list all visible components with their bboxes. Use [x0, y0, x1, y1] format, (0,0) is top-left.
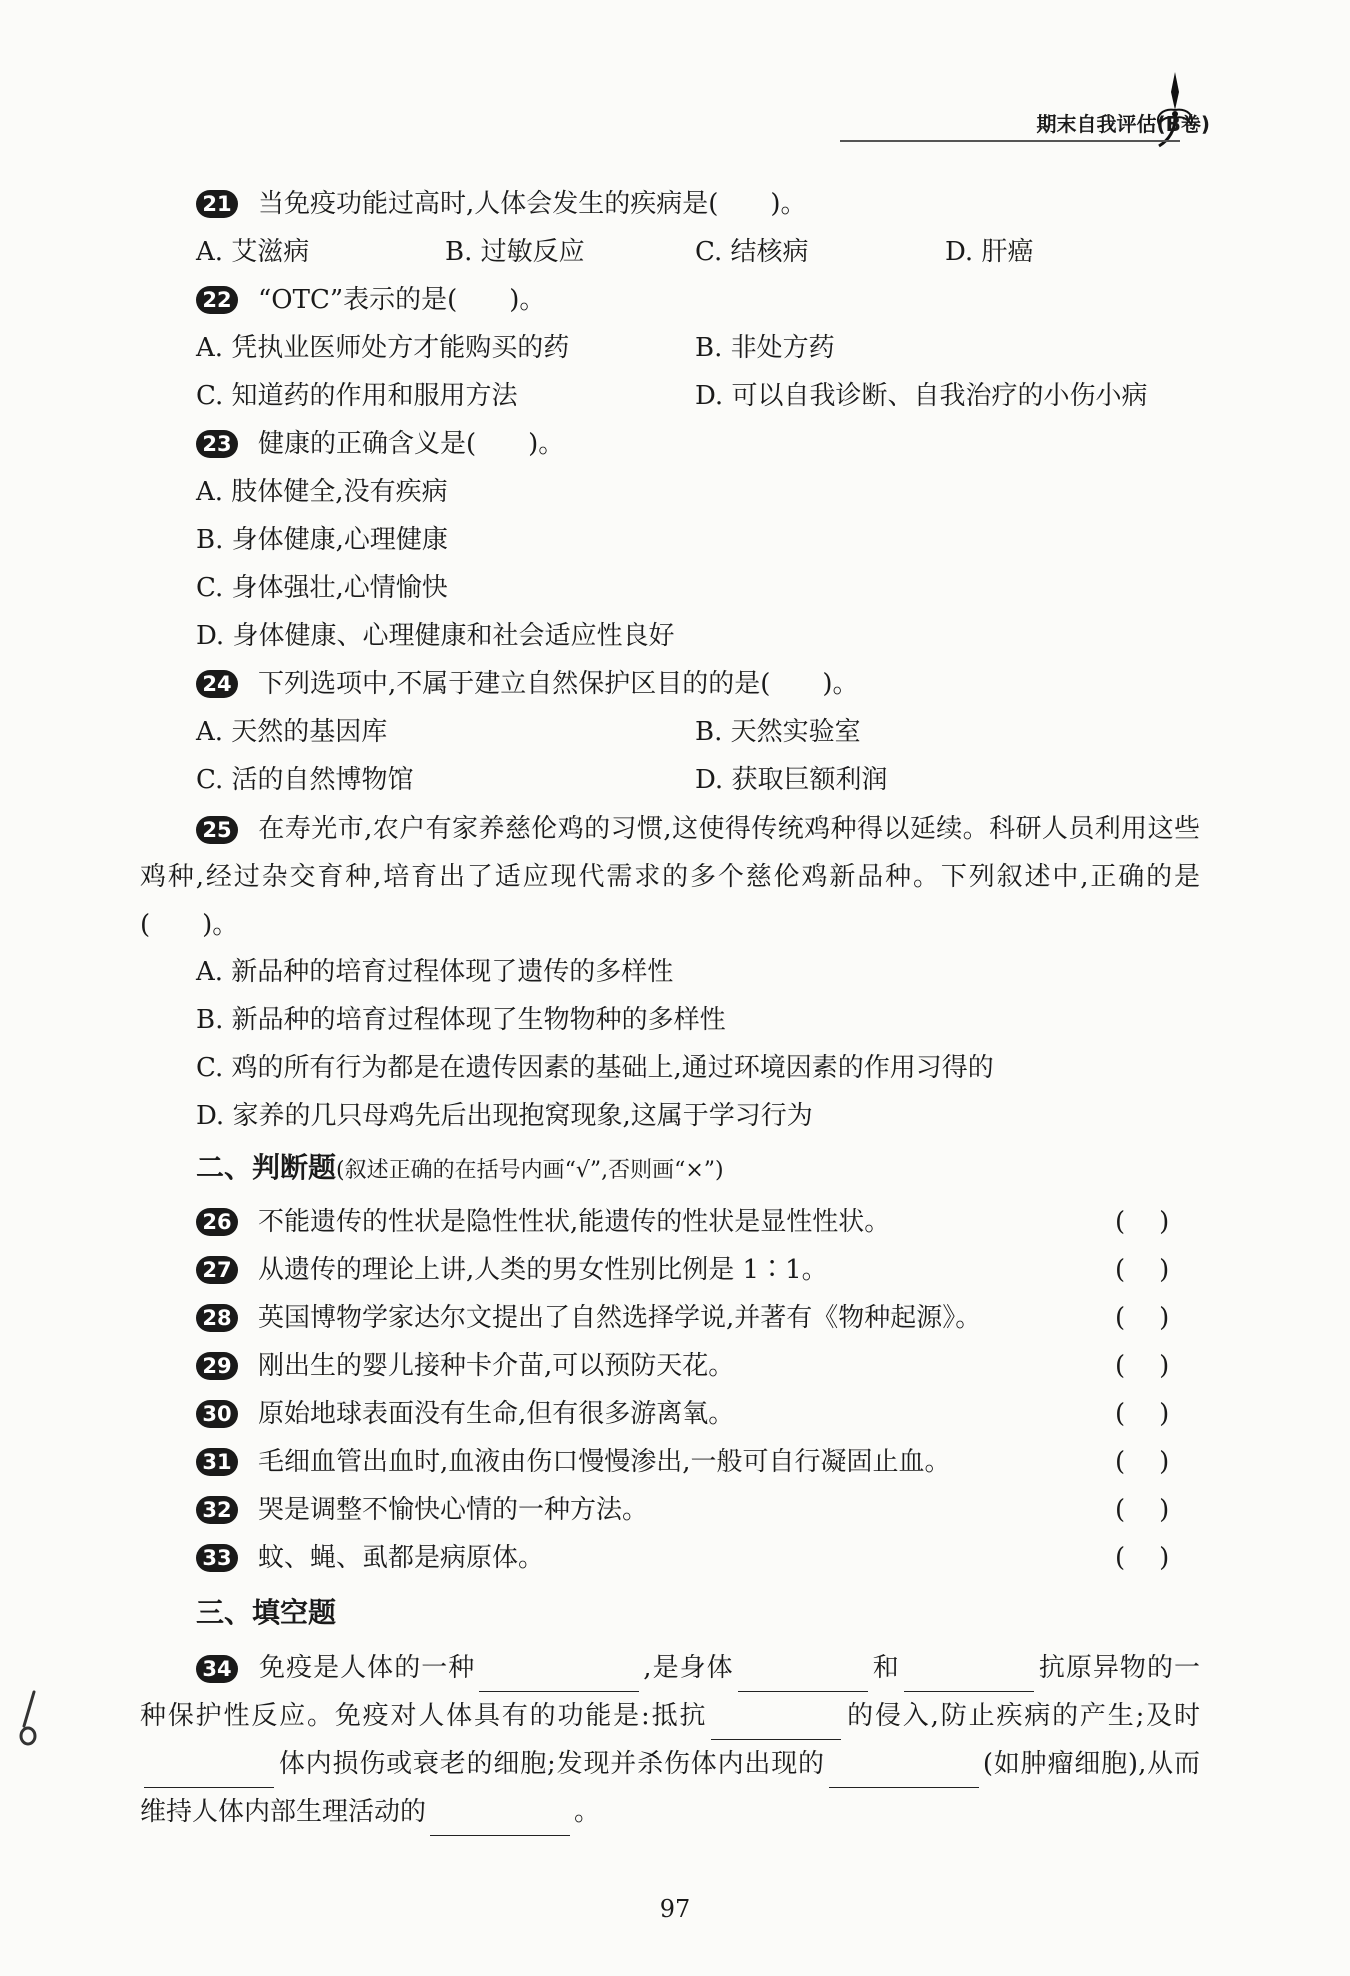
answer-parentheses: () — [1115, 1495, 1204, 1525]
question-number: 31 — [196, 1448, 238, 1476]
judgment-text: 从遗传的理论上讲,人类的男女性别比例是 1∶1。 — [258, 1255, 828, 1285]
judgment-text: 英国博物学家达尔文提出了自然选择学说,并著有《物种起源》。 — [258, 1303, 982, 1333]
option-d: D. 家养的几只母鸡先后出现抱窝现象,这属于学习行为 — [196, 1101, 813, 1131]
section-fill-title: 三、填空题 — [196, 1596, 337, 1629]
question-number: 24 — [196, 670, 238, 698]
answer-blank-5[interactable] — [144, 1757, 274, 1788]
option-d: D. 身体健康、心理健康和社会适应性良好 — [196, 621, 675, 651]
answer-blank-7[interactable] — [430, 1805, 570, 1836]
answer-parentheses: () — [1115, 1447, 1204, 1477]
option-b: B. 新品种的培育过程体现了生物物种的多样性 — [196, 1005, 726, 1035]
question-number: 26 — [196, 1208, 238, 1236]
question-24 — [196, 667, 859, 701]
section-judgment-title — [196, 1150, 724, 1189]
question-number: 21 — [196, 190, 238, 218]
fill-text-3: 和 — [871, 1653, 900, 1683]
header-divider — [840, 140, 1180, 142]
option-a: A. 艾滋病 — [196, 237, 310, 267]
question-25 — [140, 805, 1200, 949]
answer-blank-1[interactable] — [479, 1661, 639, 1692]
question-number: 28 — [196, 1304, 238, 1332]
answer-blank-2[interactable] — [738, 1661, 868, 1692]
question-number: 23 — [196, 430, 238, 458]
option-d: D. 可以自我诊断、自我治疗的小伤小病 — [695, 381, 1148, 411]
option-c: C. 知道药的作用和服用方法 — [196, 381, 518, 411]
fill-text-1: 免疫是人体的一种 — [258, 1653, 476, 1683]
question-stem: 下列选项中,不属于建立自然保护区目的的是( )。 — [258, 669, 859, 699]
fill-text-8: 。 — [574, 1797, 601, 1827]
question-number: 27 — [196, 1256, 238, 1284]
judgment-28 — [196, 1301, 981, 1335]
answer-blank-6[interactable] — [829, 1757, 979, 1788]
judgment-32 — [196, 1493, 648, 1527]
answer-blank-3[interactable] — [904, 1661, 1034, 1692]
judgment-text: 毛细血管出血时,血液由伤口慢慢渗出,一般可自行凝固止血。 — [258, 1447, 951, 1477]
judgment-text: 不能遗传的性状是隐性性状,能遗传的性状是显性性状。 — [258, 1207, 891, 1237]
judgment-text: 蚊、蝇、虱都是病原体。 — [258, 1543, 545, 1573]
question-number: 29 — [196, 1352, 238, 1380]
page-number: 97 — [659, 1895, 691, 1923]
judgment-text: 原始地球表面没有生命,但有很多游离氧。 — [258, 1399, 735, 1429]
question-stem: 健康的正确含义是( )。 — [258, 429, 565, 459]
judgment-27 — [196, 1253, 828, 1287]
question-21 — [196, 187, 807, 221]
option-c: C. 鸡的所有行为都是在遗传因素的基础上,通过环境因素的作用习得的 — [196, 1053, 994, 1083]
judgment-text: 刚出生的婴儿接种卡介苗,可以预防天花。 — [258, 1351, 735, 1381]
option-a: A. 天然的基因库 — [196, 717, 388, 747]
section-title: 二、判断题 — [196, 1151, 337, 1184]
option-a: A. 凭执业医师处方才能购买的药 — [196, 333, 570, 363]
section-instruction: (叙述正确的在括号内画“√”,否则画“×”) — [336, 1158, 724, 1183]
question-stem: “OTC”表示的是( )。 — [258, 285, 546, 315]
judgment-31 — [196, 1445, 951, 1479]
option-c: C. 结核病 — [695, 237, 809, 267]
judgment-29 — [196, 1349, 734, 1383]
option-d: D. 肝癌 — [945, 237, 1034, 267]
fill-text-2: ,是身体 — [643, 1653, 734, 1683]
fill-text-6: 体内损伤或衰老的细胞;发现并杀伤体内出现的 — [278, 1749, 825, 1779]
answer-parentheses: () — [1115, 1399, 1204, 1429]
question-number: 22 — [196, 286, 238, 314]
answer-parentheses: () — [1115, 1543, 1204, 1573]
question-23 — [196, 427, 564, 461]
option-c: C. 身体强壮,心情愉快 — [196, 573, 448, 603]
judgment-33 — [196, 1541, 544, 1575]
option-b: B. 天然实验室 — [695, 717, 861, 747]
question-22 — [196, 283, 545, 317]
header-title: 期末自我评估(B卷) — [1036, 112, 1210, 136]
judgment-text: 哭是调整不愉快心情的一种方法。 — [258, 1495, 649, 1525]
option-b: B. 非处方药 — [695, 333, 835, 363]
page-header — [1036, 95, 1210, 145]
option-a: A. 新品种的培育过程体现了遗传的多样性 — [196, 957, 674, 987]
answer-parentheses: () — [1115, 1255, 1204, 1285]
question-number: 33 — [196, 1544, 238, 1572]
fill-text-7: (如肿瘤细胞),从而维持人体内部生理活动的 — [140, 1749, 1200, 1827]
judgment-30 — [196, 1397, 734, 1431]
question-stem: 当免疫功能过高时,人体会发生的疾病是( )。 — [258, 189, 807, 219]
fill-text-5: 的侵入,防止疾病的产生;及时 — [845, 1701, 1201, 1731]
option-d: D. 获取巨额利润 — [695, 765, 888, 795]
question-number: 32 — [196, 1496, 238, 1524]
question-number: 25 — [196, 816, 238, 844]
answer-parentheses: () — [1115, 1303, 1204, 1333]
question-number: 34 — [196, 1655, 238, 1683]
question-number: 30 — [196, 1400, 238, 1428]
pencil-mark-icon — [14, 1690, 44, 1754]
judgment-26 — [196, 1205, 890, 1239]
question-stem: 在寿光市,农户有家养慈伦鸡的习惯,这使得传统鸡种得以延续。科研人员利用这些鸡种,经过杂交育种,培育出了适应现代需求的多个慈伦鸡新品种。下列叙述中,正确的是( )。 — [140, 814, 1200, 940]
option-b: B. 身体健康,心理健康 — [196, 525, 448, 555]
option-b: B. 过敏反应 — [445, 237, 585, 267]
answer-blank-4[interactable] — [711, 1709, 841, 1740]
option-c: C. 活的自然博物馆 — [196, 765, 414, 795]
question-34 — [140, 1644, 1200, 1836]
fill-text-4: 抗原异物的一种保护性反应。免疫对人体具有的功能是:抵抗 — [140, 1653, 1200, 1731]
option-a: A. 肢体健全,没有疾病 — [196, 477, 448, 507]
answer-parentheses: () — [1115, 1207, 1204, 1237]
answer-parentheses: () — [1115, 1351, 1204, 1381]
